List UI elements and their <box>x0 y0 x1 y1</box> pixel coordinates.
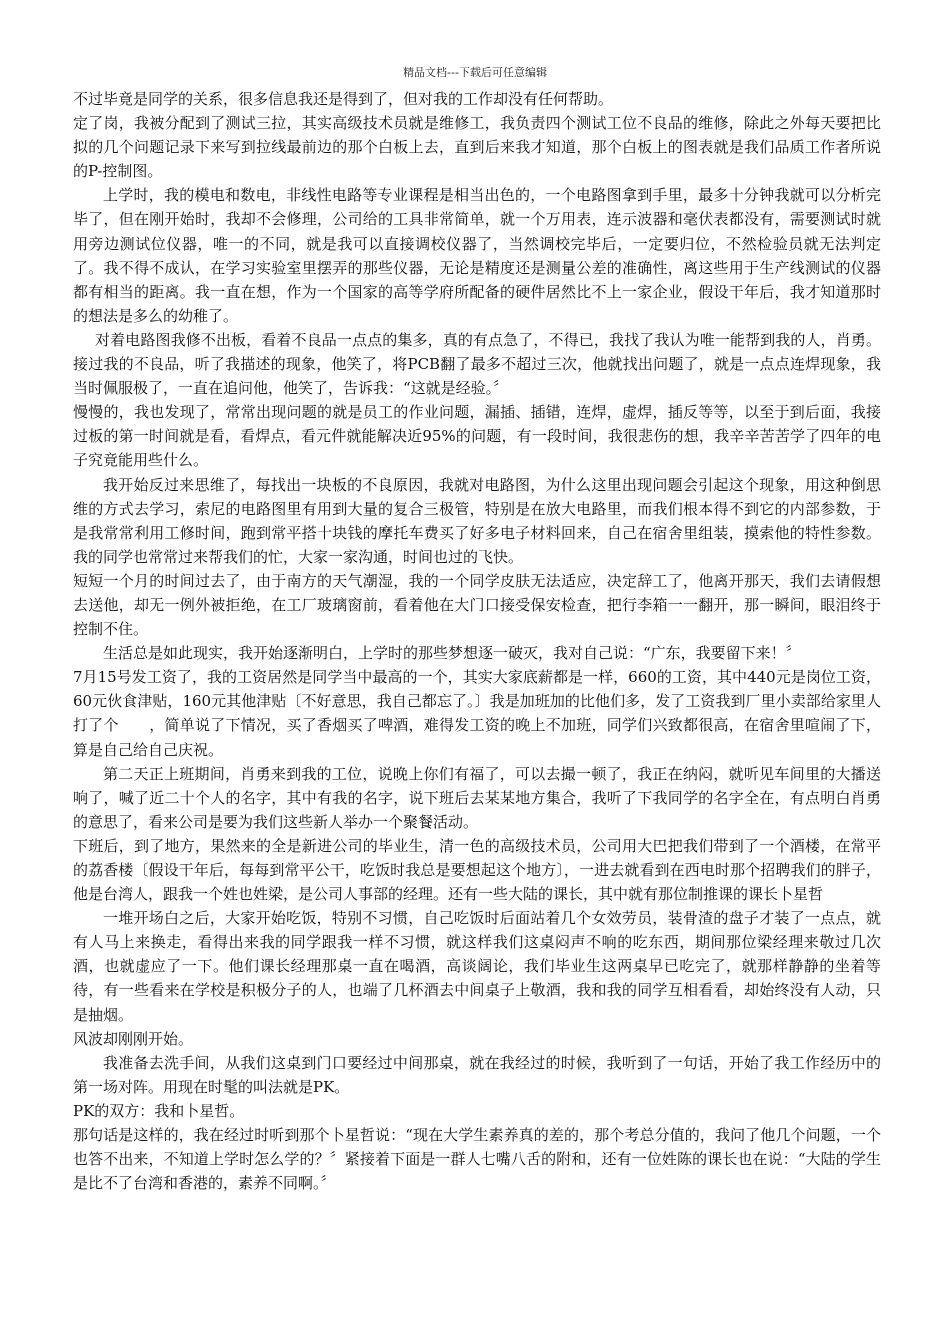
paragraph-4: 对着电路图我修不出板，看着不良品一点点的集多，真的有点急了，不得已，我找了我认为唯一能帮到我的人，肖勇。接过我的不良品，听了我描述的现象，他笑了，将PCB翻了最多不超过三次，他就找出问题了，就是一点点连焊现象，我当时佩服极了，一直在追问他，他笑了，告诉我：“这就是经验。〞 <box>73 330 881 398</box>
paragraph-8: 生活总是如此现实，我开始逐渐明白，上学时的那些梦想逐一破灭，我对自己说：“广东，我要留下来！〞 <box>103 644 801 663</box>
paragraph-6: 我开始反过来思维了，每找出一块板的不良原因，我就对电路图，为什么这里出现问题会引起这个现象，用这种倒思维的方式去学习，索尼的电路图里有用到大量的复合三极管，特别是在放大电路里，而我们根本得不到它的内部参数，于是我常常利用工修时间，跑到常平搭十块钱的摩托车费买了好多电子材料回来，自己在宿舍里组装，摸索他的特性参数。我的同学也常常过来帮我们的忙，大家一家沟通，时间也过的飞快。 <box>73 475 881 566</box>
paragraph-7: 短短一个月的时间过去了，由于南方的天气潮湿，我的一个同学皮肤无法适应，决定辞工了，他离开那天，我们去请假想去送他，却无一例外被拒绝，在工厂玻璃窗前，看着他在大门口接受保安检查，把行李箱一一翻开，那一瞬间，眼泪终于控制不住。 <box>73 571 881 639</box>
paragraph-5: 慢慢的，我也发现了，常常出现问题的就是员工的作业问题，漏插、插错，连焊，虚焊，插反等等，以至于到后面，我接过板的第一时间就是看，看焊点，看元件就能解决近95%的问题，有一段时间，我很悲伤的想，我辛辛苦苦学了四年的电子究竟能用些什么。 <box>73 403 881 470</box>
paragraph-13: 风波却刚刚开始。 <box>73 1029 194 1048</box>
paragraph-10: 第二天正上班期间，肖勇来到我的工位，说晚上你们有福了，可以去撮一顿了，我正在纳闷，就听见车间里的大播送响了，喊了近二十个人的名字，其中有我的名字，说下班后去某某地方集合，我听了下我同学的名字全在，有点明白肖勇的意思了，看来公司是要为我们这些新人举办一个聚餐活动。 <box>73 764 881 831</box>
paragraph-15: PK的双方：我和卜星哲。 <box>73 1101 245 1120</box>
paragraph-3: 上学时，我的模电和数电，非线性电路等专业课程是相当出色的，一个电路图拿到手里，最多十分钟我就可以分析完毕了，但在刚开始时，我却不会修理，公司给的工具非常简单，就一个万用表，连示波器和毫伏表都没有，需要测试时就用旁边测试位仪器，唯一的不同，就是我可以直接调校仪器了，当然调校完毕后，一定要归位，不然检验员就无法判定了。我不得不成认，在学习实验室里摆弄的那些仪器，无论是精度还是测量公差的准确性，离这些用于生产线测试的仪器都有相当的距离。我一直在想，作为一个国家的高等学府所配备的硬件居然比不上一家企业，假设干年后，我才知道那时的想法是多么的幼稚了。 <box>73 186 881 325</box>
paragraph-9: 7月15号发工资了，我的工资居然是同学当中最高的一个，其实大家底薪都是一样，660的工资，其中440元是岗位工资，60元伙食津贴，160元其他津贴〔不好意思，我自己都忘了。〕我是加班加的比他们多，发了工资我到厂里小卖部给家里人打了个 ，简单说了下情况，买了香烟买了啤酒，难得发工资的晚上不加班，同学们兴致都很高，在宿舍里喧闹了下，算是自己给自己庆祝。 <box>73 668 881 759</box>
paragraph-11: 下班后，到了地方，果然来的全是新进公司的毕业生，清一色的高级技术员，公司用大巴把我们带到了一个酒楼，在常平的荔香楼〔假设干年后，每每到常平公干，吃饭时我总是要想起这个地方〕，一进去就看到在西电时那个招聘我们的胖子，他是台湾人，跟我一个姓也姓梁，是公司人事部的经理。还有一些大陆的课长，其中就有那位制推课的课长卜星哲 <box>73 836 881 904</box>
page-header: 精品文档---下载后可任意编辑 <box>403 66 547 79</box>
document-body <box>73 87 881 1195</box>
paragraph-12: 一堆开场白之后，大家开始吃饭，特别不习惯，自己吃饭时后面站着几个女效劳员，装骨渣的盘子才装了一点点，就有人马上来换走，看得出来我的同学跟我一样不习惯，就这样我们这桌闷声不响的吃东西，期间那位梁经理来敬过几次酒，也就虚应了一下。他们课长经理那桌一直在喝酒，高谈阔论，我们毕业生这两桌早已吃完了，就那样静静的坐着等待，有一些看来在学校是积极分子的人，也端了几杯酒去中间桌子上敬酒，我和我的同学互相看看，却始终没有人动，只是抽烟。 <box>73 909 881 1024</box>
paragraph-2: 定了岗，我被分配到了测试三拉，其实高级技术员就是维修工，我负责四个测试工位不良品的维修，除此之外每天要把比拟的几个问题记录下来写到拉线最前边的那个白板上去，直到后来我才知道，那个白板上的图表就是我们品质工作者所说的P-控制图。 <box>73 114 881 181</box>
paragraph-16: 那句话是这样的，我在经过时听到那个卜星哲说：“现在大学生素养真的差的，那个考总分值的，我问了他几个问题，一个也答不出来，不知道上学时怎么学的？〞紧接着下面是一群人七嘴八舌的附和，还有一位姓陈的课长也在说：“大陆的学生是比不了台湾和香港的，素养不同啊。〞 <box>73 1126 881 1193</box>
paragraph-14: 我准备去洗手间，从我们这桌到门口要经过中间那桌，就在我经过的时候，我听到了一句话，开始了我工作经历中的第一场对阵。用现在时髦的叫法就是PK。 <box>73 1053 881 1096</box>
paragraph-1: 不过毕竟是同学的关系，很多信息我还是得到了，但对我的工作却没有任何帮助。 <box>73 90 614 108</box>
